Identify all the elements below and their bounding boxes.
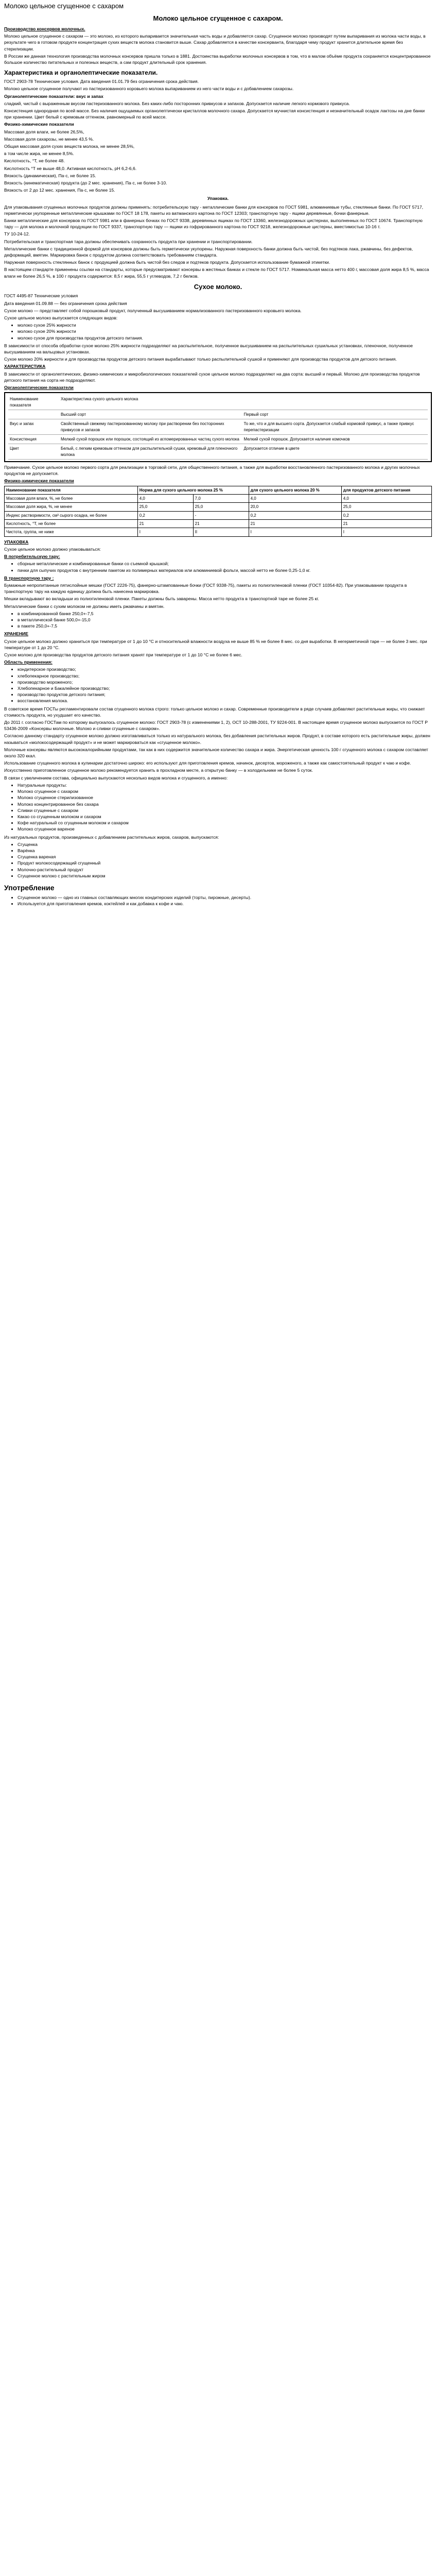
paragraph: В настоящем стандарте применены ссылки на стандарты, которые предусматривают консервы в жестяных банках и стекле по ГОСТ 5717. Номинальная масса нетто 400 г, массовая доля жира 8,5 %, масса влаги не более 26,5 %, в 100 г продукта содержится: 8,5 г жира, 55,5 г углеводов, 7,2 г белков. [4, 267, 429, 279]
table-cell: - [193, 511, 249, 519]
table-cell: 4,0 [341, 494, 431, 502]
consumer-pack-list [4, 561, 432, 573]
subsection-title-packaging: Упаковка. [207, 196, 229, 201]
paragraph: Дата введения 01.09.88 — без ограничения срока действия [4, 300, 127, 306]
subsection-title-physchem: Физико-химические показатели [4, 122, 74, 127]
list-item: • в металлической банке 500,0+-15,0 [18, 617, 432, 623]
physchem-list [4, 129, 432, 194]
subsection-title-physchem2: Физико-химические показатели [4, 478, 74, 484]
paragraph: Для упаковывания сгущенных молочных продуктов должны применять: потребительскую тару - металлические банки для консервов по ГОСТ 5981, алюминиевые тубы, стеклянные банки. По ГОСТ 5717, герметически укупоренные металлические крышками по ГОСТ 18 178, пакеты из ватманского картона по ГОСТ 12303; транспортную тару - ящики деревянные, бочки фанерные. [4, 204, 424, 216]
section-title-characteristics: Характеристика и органолептические показатели. [4, 69, 158, 77]
table-cell: Цвет [8, 444, 59, 460]
paragraph: Сухое цельное молоко должно упаковываться: [4, 546, 101, 552]
paragraph: В зависимости от способа обработки сухое молоко 25% жирности подразделяют на распылительное, полученное высушиванием на распылительных сушильных установках, пленочное, полученное высушиванием на вальцовых установках. [4, 343, 413, 354]
table-cell: I [137, 528, 193, 536]
list-item: • восстановления молока. [18, 698, 432, 704]
list-item: • Молоко сгущенное вареное [18, 826, 432, 832]
paragraph: Сухое молоко для производства продуктов детского питания хранят при температуре от 1 до 10 °С не более 6 мес. [4, 652, 242, 658]
page-header-title: Молоко цельное сгущенное с сахаром [4, 2, 124, 10]
paragraph: ГОСТ 4495-87 Технические условия [4, 293, 78, 299]
document-page [0, 0, 436, 907]
table-cell: 21 [137, 520, 193, 528]
paragraph: Молоко цельное сгущенное с сахаром — это молоко, из которого выпаривается значительная часть воды и добавляется сахар. Сгущенное молоко производят путем выпаривания из молока части воды, в результате чего в готовом продукте концентрация сухих веществ молока становится выше. Сахар добавляется в качестве консерванта, благодаря чему продукт хранится длительное время без стерилизации. [4, 33, 426, 52]
list-item: • производство мороженого; [18, 679, 432, 685]
paragraph: Мешки вкладывают во вкладыши из полиэтиленовой пленки. Пакеты должны быть заварены. Масса нетто продукта в транспортной таре не более 25 кг. [4, 596, 319, 602]
paragraph: Органолептические показатели: вкус и запах [4, 93, 103, 99]
subsection-title-packaging2: УПАКОВКА [4, 539, 29, 545]
subsection-title-usage: Область применения: [4, 659, 53, 665]
list-item: • Сгущенка вареная [18, 854, 432, 860]
table-header-cell: для продуктов детского питания [341, 486, 431, 494]
table-row [5, 528, 432, 536]
organoleptic-table [8, 395, 428, 460]
usage-list [4, 666, 432, 704]
kinds-list [4, 782, 432, 833]
paragraph: До 2011 г. согласно ГОСТам по которому выпускалось сгущенное молоко: ГОСТ 2903-78 (с изменениями 1, 2), ОСТ 10-288-2001, ТУ 9224-001. В настоящее время сгущенное молоко выпускается по ГОСТ Р 53436-2009 «Консервы молочные. Молоко и сливки сгущенные с сахаром». [4, 720, 428, 732]
table-header-cell [8, 410, 59, 419]
table-header-cell: Высший сорт [59, 410, 242, 419]
table-cell: Индекс растворимости, см³ сырого осадка, не более [5, 511, 138, 519]
table-cell: 0,2 [137, 511, 193, 519]
list-item: • Сгущенка [18, 841, 432, 848]
physchem-line: Общая массовая доля сухих веществ молока, не менее 28,5%, [4, 143, 135, 149]
list-item: • кондитерское производство; [18, 666, 432, 672]
paragraph: В связи с увеличением состава, официально выпускаются несколько видов молока и сгущенного, а именно: [4, 775, 228, 781]
physchem-table [4, 486, 432, 537]
physchem-line: Массовая доля сахарозы, не менее 43,5 %. [4, 136, 94, 142]
table-cell: I [341, 528, 431, 536]
list-item: • Сливки сгущенные с сахаром [18, 807, 432, 814]
table-cell: Белый, с легким кремовым оттенком для распылительной сушки, кремовый для пленочного молока [59, 444, 242, 460]
physchem-line: Вязкость от 2 до 12 мес. хранения, Па·с, не более 15. [4, 188, 115, 193]
table-cell: Кислотность, °Т, не более [5, 520, 138, 528]
table-row [8, 434, 428, 444]
paragraph: В зависимости от органолептических, физико-химических и микробиологических показателей сухое цельное молоко подразделяют на два сорта: высший и первый. Молоко для производства продуктов детского питания на сорта не подразделяют. [4, 371, 420, 383]
paragraph: Использование сгущенного молока в кулинарии достаточно широко: его используют для приготовления кремов, начинок, десертов, мороженого, а также как самостоятельный продукт к чаю и кофе. [4, 760, 411, 766]
table-note: Примечание. Сухое цельное молоко первого сорта для реализации в торговой сети, для общественного питания, а также для выработки восстановленного пастеризованного молока и других молочных продуктов не допускается. [4, 465, 420, 477]
table-cell: 21 [341, 520, 431, 528]
paragraph: В советское время ГОСТы регламентировали состав сгущенного молока строго: только цельное молоко и сахар. Современные производители в ряде случаев добавляют растительные жиры, что снижает стоимость продукта, но ухудшает его качество. [4, 706, 425, 718]
table-cell: Консистенция [8, 434, 59, 444]
table-row [5, 494, 432, 502]
table-cell: 4,0 [137, 494, 193, 502]
list-item: • Какао со сгущенным молоком и сахаром [18, 814, 432, 820]
kinds-list-2 [4, 841, 432, 879]
paragraph: Молоко цельное сгущенное получают из пастеризованного коровьего молока выпариванием из него части воды и с добавлением сахарозы. [4, 86, 294, 92]
paragraph: Из натуральных продуктов, произведенных с добавлением растительных жиров, сахаров, выпускаются: [4, 834, 219, 840]
physchem-line: в том числе жира, не менее 8,5%. [4, 151, 74, 157]
table-cell: 21 [249, 520, 341, 528]
paragraph: В России же данная технология производства молочных консервов пришла только в 1881. Достоинства выработки молочных консервов в том, что в малом объёме продукта сохраняется концентрированное большое количество питательных и полезных веществ, а сам продукт длительный срок хранения. [4, 53, 431, 65]
mass-list [4, 611, 432, 630]
list-item: • Молочно-растительный продукт [18, 867, 432, 873]
list-item: • молоко сухое 25% жирности [18, 322, 432, 328]
list-item: • в пакете 250,0+-7,5 [18, 623, 432, 629]
table-header-cell: для сухого цельного молока 20 % [249, 486, 341, 494]
dry-milk-types-list [4, 322, 432, 341]
table-cell: 25,0 [137, 503, 193, 511]
subsection-title-storage: ХРАНЕНИЕ [4, 631, 28, 637]
list-item: • сборные металлические и комбинированные банки со съемной крышкой; [18, 561, 432, 567]
paragraph: Консистенция однородная по всей массе. Без наличия ощущаемых органолептически кристаллов молочного сахара. Допускается мучнистая консистенция и незначительный осадок лактозы на дне банки при хранении. Цвет белый с кремовым оттенком, равномерный по всей массе. [4, 108, 425, 120]
table-row [8, 419, 428, 435]
table-row [5, 503, 432, 511]
section-title-condensed-milk: Молоко цельное сгущенное с сахаром. [153, 14, 283, 23]
paragraph: Молочные консервы являются высококалорийными продуктами, так как в них содержится значительное количество сахара и жира. Энергетическая ценность 100 г сгущенного молока с сахаром составляет около 320 ккал. [4, 747, 428, 759]
table-cell: Допускается отличие в цвете [242, 444, 428, 460]
subsection-label: В транспортную тару : [4, 575, 54, 581]
table-cell: I [249, 528, 341, 536]
list-item: • в комбинированной банке 250,0+-7,5 [18, 611, 432, 617]
table-cell: То же, что и для высшего сорта. Допускается слабый кормовой привкус, а также привкус перепастеризации [242, 419, 428, 435]
paragraph: Производство консервов молочных. [4, 26, 85, 31]
physchem-line: Массовая доля влаги, не более 26,5%, [4, 129, 84, 134]
list-item: • Хлебопекарное и Бакалейное производство; [18, 685, 432, 691]
subsection-label: В потребительскую тару: [4, 554, 60, 560]
list-item: • Продукт молокосодержащий сгущенный [18, 860, 432, 866]
table-cell: Чистота, группа, не ниже [5, 528, 138, 536]
paragraph: Металлические банки с традиционной формой для консервов должны быть герметически укупорены. Наружная поверхность банки должна быть чистой, без подтеков лака, ржавчины, без дефектов, деформаций, вмятин. Маркировка банок с продуктом должна соответствовать требованиям стандарта. [4, 246, 413, 258]
table-cell: 0,2 [249, 511, 341, 519]
table-cell: 7,0 [193, 494, 249, 502]
table-cell: Мелкий сухой порошок. Допускается наличие комочков [242, 434, 428, 444]
paragraph: Сухое молоко 20% жирности и для производства продуктов детского питания вырабатывают только распылительной сушкой и применяют для производства продуктов для детского питания. [4, 357, 397, 362]
list-item: • Варёнка [18, 848, 432, 854]
paragraph: Наружная поверхность стеклянных банок с продукцией должна быть чистой без следов и подтеков продукта. Допускается использование бумажной этикетки. [4, 260, 330, 265]
physchem-line: Вязкость (кинематическая) продукта (до 2 мес. хранения), Па·с, не более 3-10. [4, 180, 167, 185]
table-cell: 25,0 [193, 503, 249, 511]
list-item: • Сгущенное молоко с растительным жиром [18, 873, 432, 879]
table-cell: Массовая доля влаги, %, не более [5, 494, 138, 502]
table-row [5, 511, 432, 519]
table-cell: II [193, 528, 249, 536]
paragraph: Бумажные непропитанные пятислойные мешки (ГОСТ 2226-75), фанерно-штампованные бочки (ГОСТ 9338-75), пакеты из полиэтиленовой пленки (ГОСТ 10354-82). При упаковывании продукта в транспортную тару на каждую единицу должна быть нанесена маркировка. [4, 583, 407, 595]
table-cell: 25,0 [341, 503, 431, 511]
table-cell: Массовая доля жира, %, не менее [5, 503, 138, 511]
paragraph: Согласно данному стандарту сгущенное молоко должно изготавливаться только из натурального молока, без добавления растительных жиров. Продукт, в составе которого есть растительные жиры, должен называться «молокосодержащий продукт» и не может маркироваться как «сгущенное молоко». [4, 733, 430, 745]
table-header-row [8, 410, 428, 419]
paragraph: Сухое молоко — представляет собой порошковый продукт, полученный высушиванием нормализованного пастеризованного коровьего молока. [4, 308, 302, 313]
table-cell: 0,2 [341, 511, 431, 519]
final-list [4, 894, 432, 907]
list-item: • молоко сухое для производства продуктов детского питания. [18, 335, 432, 341]
list-item: • пачки для сыпучих продуктов с внутренним пакетом из полимерных материалов или алюминиевой фольги, массой нетто не более 0,25-1,0 кг. [18, 567, 432, 573]
paragraph: Сухое цельное молоко выпускается следующих видов: [4, 315, 118, 320]
list-item: • Сгущенное молоко — одно из главных составляющих многих кондитерских изделий (торты, пирожные, десерты). [18, 894, 432, 901]
subsection-title-organoleptic: Органолептические показатели [4, 384, 74, 390]
table-header-cell: Норма для сухого цельного молока 25 % [137, 486, 249, 494]
list-item: • молоко сухое 20% жирности [18, 328, 432, 334]
table-header-row [8, 395, 428, 410]
paragraph: Металлические банки с сухим молоком не должны иметь ржавчины и вмятин. [4, 603, 165, 609]
list-item: • производство продуктов детского питания; [18, 691, 432, 698]
table-header-cell: Характеристика сухого цельного молока [59, 395, 428, 410]
table-cell: Свойственный свежему пастеризованному молоку при растворении без посторонних привкусов и запахов [59, 419, 242, 435]
paragraph: Потребительская и транспортная тара должны обеспечивать сохранность продукта при хранении и транспортировании. [4, 239, 253, 244]
table-cell: 21 [193, 520, 249, 528]
physchem-line: Вязкость (динамическая), Па·с, не более 15. [4, 173, 96, 178]
list-item: • Молоко сгущенное с сахаром [18, 788, 432, 794]
table-header-cell: Первый сорт [242, 410, 428, 419]
section-title-usage-final: Употребление [4, 883, 55, 892]
subsection-title-char: ХАРАКТЕРИСТИКА [4, 364, 46, 369]
list-item: • хлебопекарное производство; [18, 673, 432, 679]
table-header-cell: Наименование показателя [8, 395, 59, 410]
section-title-dry-milk: Сухое молоко. [194, 282, 242, 291]
paragraph: ГОСТ 2903-78 Технические условия. Дата введения 01.01.79 без ограничения срока действия. [4, 79, 199, 84]
table-cell: 20,0 [249, 503, 341, 511]
list-item: • Молоко сгущенное стерилизованное [18, 794, 432, 801]
table-row [8, 444, 428, 460]
list-item: • Кофе натуральный со сгущенным молоком и сахаром [18, 820, 432, 826]
physchem-line: Кислотность, °Т, не более 48. [4, 158, 65, 164]
list-item: • Натуральные продукты: [18, 782, 432, 788]
paragraph: сладкий, чистый с выраженным вкусом пастеризованного молока. Без каких-либо посторонних привкусов и запахов. Допускается наличие легкого кормового привкуса. [4, 100, 350, 106]
paragraph: Сухое цельное молоко должно храниться при температуре от 1 до 10 °С и относительной влажности воздуха не выше 85 % не более 8 мес. со дня выработки. В негерметичной таре — не более 3 мес. при температуре от 1 до 20 °С. [4, 638, 427, 650]
list-item: • Молоко концентрированное без сахара [18, 801, 432, 807]
list-item: • Используется для приготовления кремов, коктейлей и как добавка к кофе и чаю. [18, 901, 432, 907]
table-cell: Вкус и запах [8, 419, 59, 435]
table-cell: Мелкий сухой порошок или порошок, состоящий из агломерированных частиц сухого молока [59, 434, 242, 444]
table-row [5, 520, 432, 528]
physchem-line: Кислотность °Т не выше 48,0. Активная кислотность, pH 6,2-6,6. [4, 165, 137, 171]
organoleptic-table-box [4, 392, 432, 462]
paragraph: Банки металлические для консервов по ГОСТ 5981 или в фанерных бочках по ГОСТ 9338, деревянных ящиках по ГОСТ 13360, железнодорожных цистернах, выполненных по ГОСТ 10674. Транспортную тару — для молока и молочной продукции по ГОСТ 9337, транспортную тару — ящики из гофрированного картона по ГОСТ 9218, железнодорожные цистерны, вместимостью 10-16 т. [4, 218, 423, 230]
paragraph: ТУ 10-24-12. [4, 231, 30, 237]
table-header-row [5, 486, 432, 494]
table-cell: 4,0 [249, 494, 341, 502]
table-header-cell: Наименование показателя [5, 486, 138, 494]
paragraph: Искусственно приготовленное сгущенное молоко рекомендуется хранить в прохладном месте, а открытую банку — в холодильнике не более 5 суток. [4, 768, 313, 773]
